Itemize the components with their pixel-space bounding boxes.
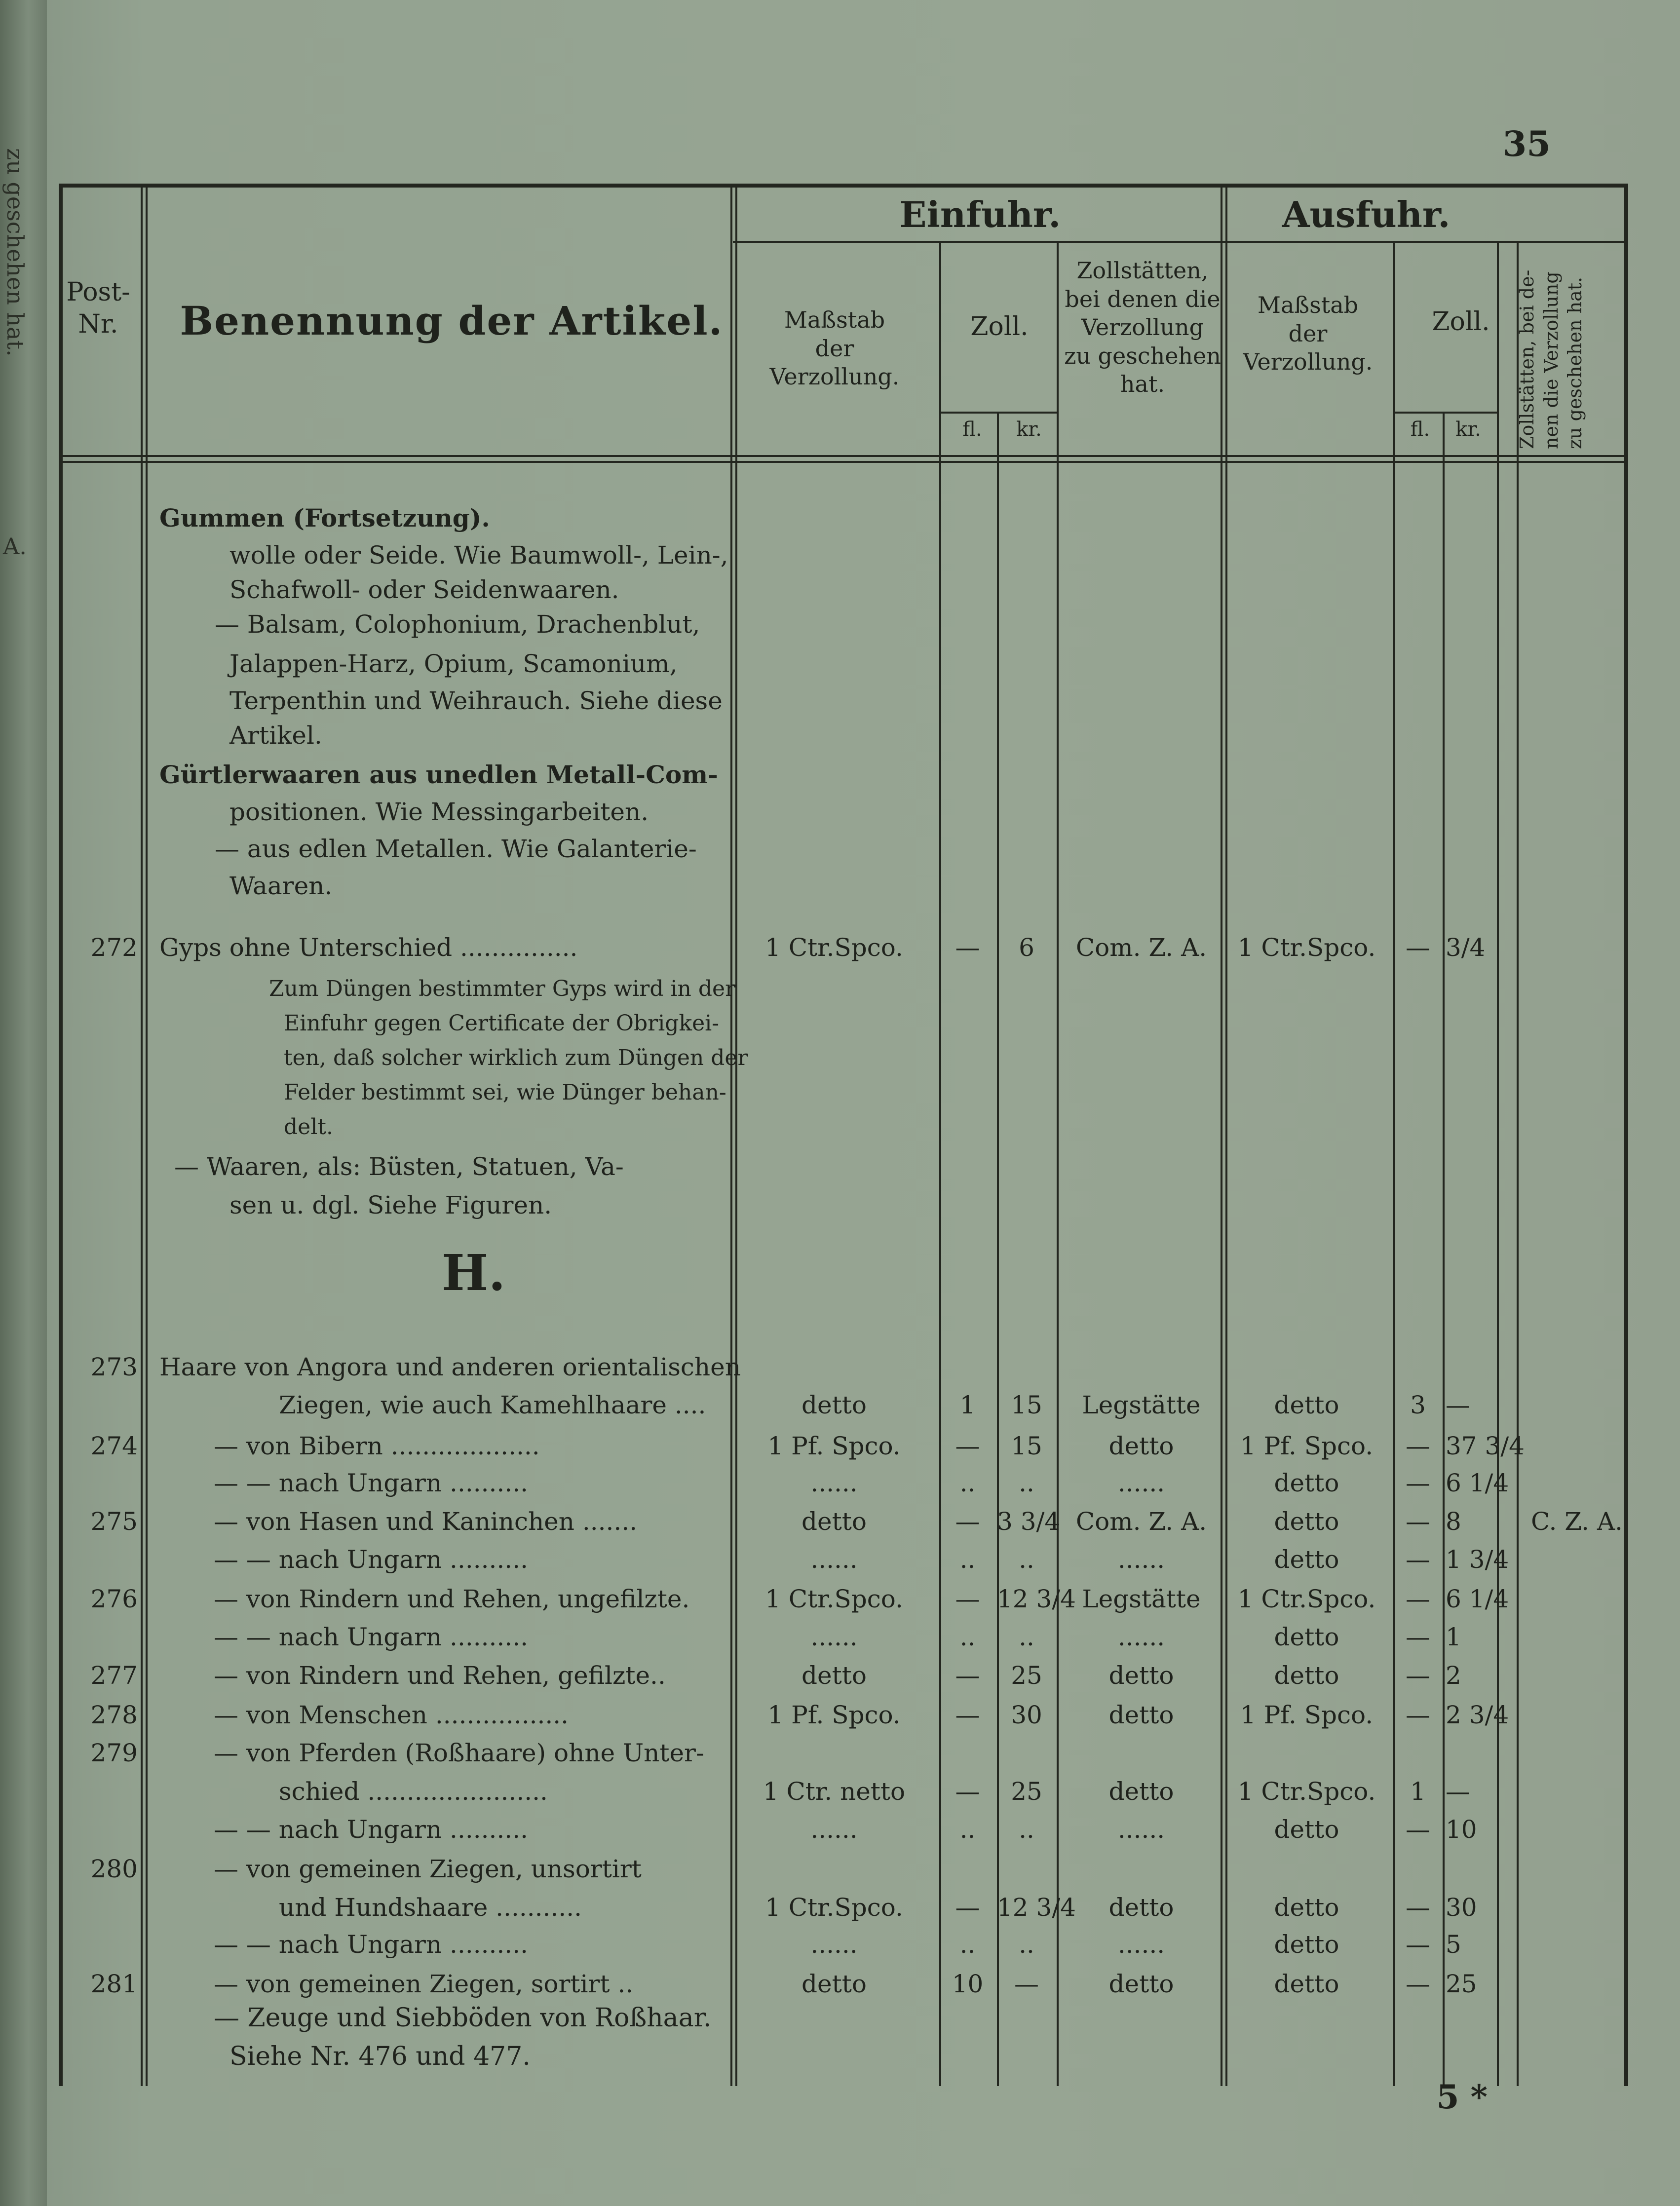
import-kr: ..: [1019, 1545, 1034, 1574]
import-kr: 3 3/4: [997, 1507, 1061, 1536]
header-export-scale: Maßstab der Verzollung.: [1243, 292, 1373, 375]
book-gutter: [0, 0, 47, 2206]
import-office: ......: [1117, 1545, 1165, 1574]
export-fl: —: [1406, 1585, 1430, 1613]
article-name: Jalappen-Harz, Opium, Scamonium,: [229, 649, 678, 678]
export-scale: detto: [1274, 1469, 1339, 1497]
table-top-rule: [59, 184, 1628, 188]
header-import-kr: kr.: [1016, 418, 1042, 441]
table-row: [47, 647, 1680, 681]
import-fl: —: [955, 1585, 980, 1613]
table-row: [47, 1388, 1680, 1422]
import-fl: 1: [959, 1391, 976, 1419]
export-scale: detto: [1274, 1391, 1339, 1419]
export-fl: —: [1406, 1432, 1430, 1460]
table-row: [47, 869, 1680, 903]
import-fl: —: [955, 1777, 980, 1806]
article-name: Haare von Angora und anderen orientalischen: [159, 1353, 741, 1381]
export-scale: detto: [1274, 1661, 1339, 1690]
article-name: Gummen (Fortsetzung).: [159, 503, 490, 532]
export-kr: 25: [1446, 1970, 1477, 1998]
header-export-fl: fl.: [1410, 418, 1430, 441]
export-scale: detto: [1274, 1893, 1339, 1922]
group-header-rule: [733, 241, 1628, 243]
export-kr: —: [1446, 1391, 1470, 1419]
export-scale: detto: [1274, 1815, 1339, 1844]
header-export-kr: kr.: [1455, 418, 1481, 441]
table-row: [47, 1698, 1680, 1732]
export-fl: —: [1406, 1507, 1430, 1536]
import-office: ......: [1117, 1815, 1165, 1844]
table-row: [47, 1429, 1680, 1463]
article-name: — von Rindern und Rehen, gefilzte..: [214, 1661, 666, 1690]
table-row: [47, 1774, 1680, 1809]
header-post-nr: Post- Nr.: [66, 277, 130, 339]
header-export-duty: Zoll.: [1432, 307, 1490, 337]
import-scale: ......: [810, 1815, 858, 1844]
closing-line: Siehe Nr. 476 und 477.: [229, 2042, 531, 2071]
import-kr: —: [1014, 1970, 1039, 1998]
article-name: — von Pferden (Roßhaare) ohne Unter-: [214, 1739, 704, 1767]
table-row: [47, 832, 1680, 866]
post-number: 272: [90, 933, 138, 962]
export-scale: detto: [1274, 1930, 1339, 1959]
import-office: Com. Z. A.: [1075, 933, 1207, 962]
export-duty-subrule: [1393, 412, 1497, 414]
import-scale: 1 Ctr.Spco.: [765, 933, 903, 962]
export-kr: 30: [1446, 1893, 1477, 1922]
header-import-office: Zollstätten, bei denen die Verzollung zu geschehen hat.: [1064, 257, 1221, 397]
article-name: Artikel.: [229, 721, 322, 750]
import-fl: —: [955, 1893, 980, 1922]
export-scale: 1 Ctr.Spco.: [1237, 1585, 1376, 1613]
import-scale: 1 Ctr. netto: [763, 1777, 906, 1806]
export-scale: 1 Ctr.Spco.: [1237, 1777, 1376, 1806]
closing-line: — Zeuge und Siebböden von Roßhaar.: [214, 2003, 712, 2033]
article-name: — von gemeinen Ziegen, unsortirt: [214, 1855, 642, 1883]
export-scale: detto: [1274, 1545, 1339, 1574]
note-line: — Waaren, als: Büsten, Statuen, Va-: [174, 1152, 624, 1181]
post-number: 273: [90, 1353, 138, 1381]
import-fl: 10: [952, 1970, 984, 1998]
import-scale: ......: [810, 1469, 858, 1497]
article-name: Terpenthin und Weihrauch. Siehe diese: [229, 686, 723, 715]
article-name: — von Menschen .................: [214, 1701, 569, 1729]
export-fl: —: [1406, 1970, 1430, 1998]
post-number: 275: [90, 1507, 138, 1536]
gutter-text-fragment: zu geschehen hat.: [2, 148, 29, 357]
import-office: ......: [1117, 1930, 1165, 1959]
table-row: [47, 1927, 1680, 1962]
export-fl: —: [1406, 1701, 1430, 1729]
post-number: 280: [90, 1855, 138, 1883]
table-row: [47, 1582, 1680, 1616]
table-row: [47, 684, 1680, 718]
export-kr: 2 3/4: [1446, 1701, 1509, 1729]
export-scale: 1 Pf. Spco.: [1240, 1432, 1374, 1460]
article-name: — von Rindern und Rehen, ungefilzte.: [214, 1585, 690, 1613]
export-fl: —: [1406, 1545, 1430, 1574]
import-fl: ..: [959, 1623, 976, 1651]
import-duty-subrule: [939, 412, 1059, 414]
post-number: 277: [90, 1661, 138, 1690]
import-kr: ..: [1019, 1469, 1034, 1497]
import-office: ......: [1117, 1623, 1165, 1651]
import-scale: 1 Ctr.Spco.: [765, 1585, 903, 1613]
import-kr: 12 3/4: [997, 1585, 1076, 1613]
article-name: und Hundshaare ...........: [279, 1893, 582, 1922]
export-scale: 1 Ctr.Spco.: [1237, 933, 1376, 962]
import-scale: 1 Ctr.Spco.: [765, 1893, 903, 1922]
article-name: schied .......................: [279, 1777, 548, 1806]
export-scale: detto: [1274, 1623, 1339, 1651]
import-office: Legstätte: [1082, 1585, 1201, 1613]
table-row: [47, 538, 1680, 572]
export-kr: 10: [1446, 1815, 1477, 1844]
table-row: [47, 501, 1680, 535]
header-import-scale: Maßstab der Verzollung.: [769, 306, 900, 390]
import-fl: ..: [959, 1545, 976, 1574]
import-kr: 6: [1019, 933, 1034, 962]
printer-signature: 5 *: [1436, 2078, 1488, 2116]
import-fl: —: [955, 1661, 980, 1690]
header-bottom-rule: [59, 455, 1628, 457]
table-row: [47, 1542, 1680, 1577]
import-office: detto: [1108, 1661, 1174, 1690]
import-kr: 25: [1011, 1777, 1042, 1806]
import-scale: detto: [802, 1661, 867, 1690]
article-name: — — nach Ungarn ..........: [214, 1930, 528, 1959]
export-kr: 2: [1446, 1661, 1461, 1690]
table-row: [47, 1504, 1680, 1539]
header-import: Einfuhr.: [899, 193, 1061, 235]
import-kr: ..: [1019, 1930, 1034, 1959]
header-bottom-rule-double: [59, 461, 1628, 463]
export-fl: 3: [1410, 1391, 1426, 1419]
note-line: Einfuhr gegen Certificate der Obrigkei-: [284, 1011, 720, 1036]
article-name: Schafwoll- oder Seidenwaaren.: [229, 575, 619, 604]
table-row: [47, 1812, 1680, 1847]
article-name: Waaren.: [229, 872, 333, 900]
export-scale: detto: [1274, 1507, 1339, 1536]
article-name: Gürtlerwaaren aus unedlen Metall-Com-: [159, 760, 718, 789]
import-fl: —: [955, 1432, 980, 1460]
import-fl: —: [955, 1701, 980, 1729]
import-scale: ......: [810, 1623, 858, 1651]
table-row: [47, 607, 1680, 642]
note-line: ten, daß solcher wirklich zum Düngen der: [284, 1045, 748, 1070]
section-letter: H.: [442, 1244, 506, 1302]
article-name: — — nach Ungarn ..........: [214, 1815, 528, 1844]
table-row: [47, 1620, 1680, 1654]
post-number: 274: [90, 1432, 138, 1460]
import-office: detto: [1108, 1432, 1174, 1460]
export-fl: —: [1406, 933, 1430, 962]
article-name: positionen. Wie Messingarbeiten.: [229, 798, 649, 826]
page-number: 35: [1502, 123, 1551, 164]
import-fl: ..: [959, 1815, 976, 1844]
article-name: — — nach Ungarn ..........: [214, 1469, 528, 1497]
import-kr: 25: [1011, 1661, 1042, 1690]
note-line: Zum Düngen bestimmter Gyps wird in der: [269, 976, 736, 1001]
import-scale: ......: [810, 1545, 858, 1574]
import-kr: ..: [1019, 1815, 1034, 1844]
table-row: [47, 795, 1680, 829]
import-scale: ......: [810, 1930, 858, 1959]
table-row: [47, 1736, 1680, 1770]
import-scale: detto: [802, 1391, 867, 1419]
ledger-page: [47, 0, 1680, 2206]
import-office: detto: [1108, 1893, 1174, 1922]
article-name: — Balsam, Colophonium, Drachenblut,: [215, 610, 700, 639]
export-kr: 8: [1446, 1507, 1461, 1536]
export-fl: —: [1406, 1469, 1430, 1497]
export-fl: —: [1406, 1661, 1430, 1690]
export-kr: 6 1/4: [1446, 1469, 1509, 1497]
post-number: 278: [90, 1701, 138, 1729]
import-kr: 15: [1011, 1391, 1042, 1419]
gutter-text-fragment: A.: [3, 533, 27, 560]
export-fl: 1: [1410, 1777, 1426, 1806]
export-scale: 1 Pf. Spco.: [1240, 1701, 1374, 1729]
export-fl: —: [1406, 1815, 1430, 1844]
post-number: 279: [90, 1739, 138, 1767]
import-kr: 15: [1011, 1432, 1042, 1460]
header-article-name: Benennung der Artikel.: [180, 298, 724, 344]
note-line: sen u. dgl. Siehe Figuren.: [229, 1191, 552, 1219]
export-kr: 37 3/4: [1446, 1432, 1525, 1460]
import-kr: 12 3/4: [997, 1893, 1076, 1922]
export-fl: —: [1406, 1930, 1430, 1959]
header-export: Ausfuhr.: [1282, 193, 1451, 235]
table-row: [47, 1350, 1680, 1384]
table-row: [47, 1967, 1680, 2001]
export-kr: 1 3/4: [1446, 1545, 1509, 1574]
export-fl: —: [1406, 1893, 1430, 1922]
import-office: detto: [1108, 1777, 1174, 1806]
table-row: [47, 758, 1680, 792]
export-kr: 5: [1446, 1930, 1461, 1959]
import-fl: ..: [959, 1469, 976, 1497]
import-scale: detto: [802, 1970, 867, 1998]
note-line: delt.: [284, 1114, 333, 1140]
article-name: — — nach Ungarn ..........: [214, 1545, 528, 1574]
header-import-duty: Zoll.: [970, 312, 1029, 342]
import-office: Com. Z. A.: [1075, 1507, 1207, 1536]
table-row: [47, 572, 1680, 607]
import-scale: 1 Pf. Spco.: [767, 1432, 901, 1460]
export-kr: 1: [1446, 1623, 1461, 1651]
import-scale: detto: [802, 1507, 867, 1536]
import-office: detto: [1108, 1970, 1174, 1998]
export-kr: —: [1446, 1777, 1470, 1806]
table-row: [47, 1658, 1680, 1693]
import-office: Legstätte: [1082, 1391, 1201, 1419]
table-row: [47, 718, 1680, 753]
article-name: Gyps ohne Unterschied ...............: [159, 933, 578, 962]
table-row: [47, 1466, 1680, 1500]
article-name: wolle oder Seide. Wie Baumwoll-, Lein-,: [229, 541, 728, 570]
export-office: C. Z. A.: [1531, 1507, 1623, 1536]
import-office: detto: [1108, 1701, 1174, 1729]
post-number: 281: [90, 1970, 138, 1998]
import-scale: 1 Pf. Spco.: [767, 1701, 901, 1729]
import-kr: 30: [1011, 1701, 1042, 1729]
note-line: Felder bestimmt sei, wie Dünger behan-: [284, 1080, 726, 1105]
article-name: — von Bibern ...................: [214, 1432, 540, 1460]
export-kr: 3/4: [1446, 933, 1486, 962]
import-fl: —: [955, 933, 980, 962]
post-number: 276: [90, 1585, 138, 1613]
article-name: — von Hasen und Kaninchen .......: [214, 1507, 638, 1536]
table-row: [47, 930, 1680, 965]
import-kr: ..: [1019, 1623, 1034, 1651]
table-row: [47, 1890, 1680, 1925]
article-name: Ziegen, wie auch Kamehlhaare ....: [279, 1391, 706, 1419]
header-export-office: Zollstätten, bei de- nen die Verzollung zu geschehen hat.: [1516, 269, 1586, 449]
import-fl: ..: [959, 1930, 976, 1959]
export-scale: detto: [1274, 1970, 1339, 1998]
table-row: [47, 1852, 1680, 1886]
export-fl: —: [1406, 1623, 1430, 1651]
header-import-fl: fl.: [962, 418, 982, 441]
article-name: — — nach Ungarn ..........: [214, 1623, 528, 1651]
import-fl: —: [955, 1507, 980, 1536]
article-name: — von gemeinen Ziegen, sortirt ..: [214, 1970, 634, 1998]
export-kr: 6 1/4: [1446, 1585, 1509, 1613]
import-office: ......: [1117, 1469, 1165, 1497]
article-name: — aus edlen Metallen. Wie Galanterie-: [215, 835, 697, 863]
